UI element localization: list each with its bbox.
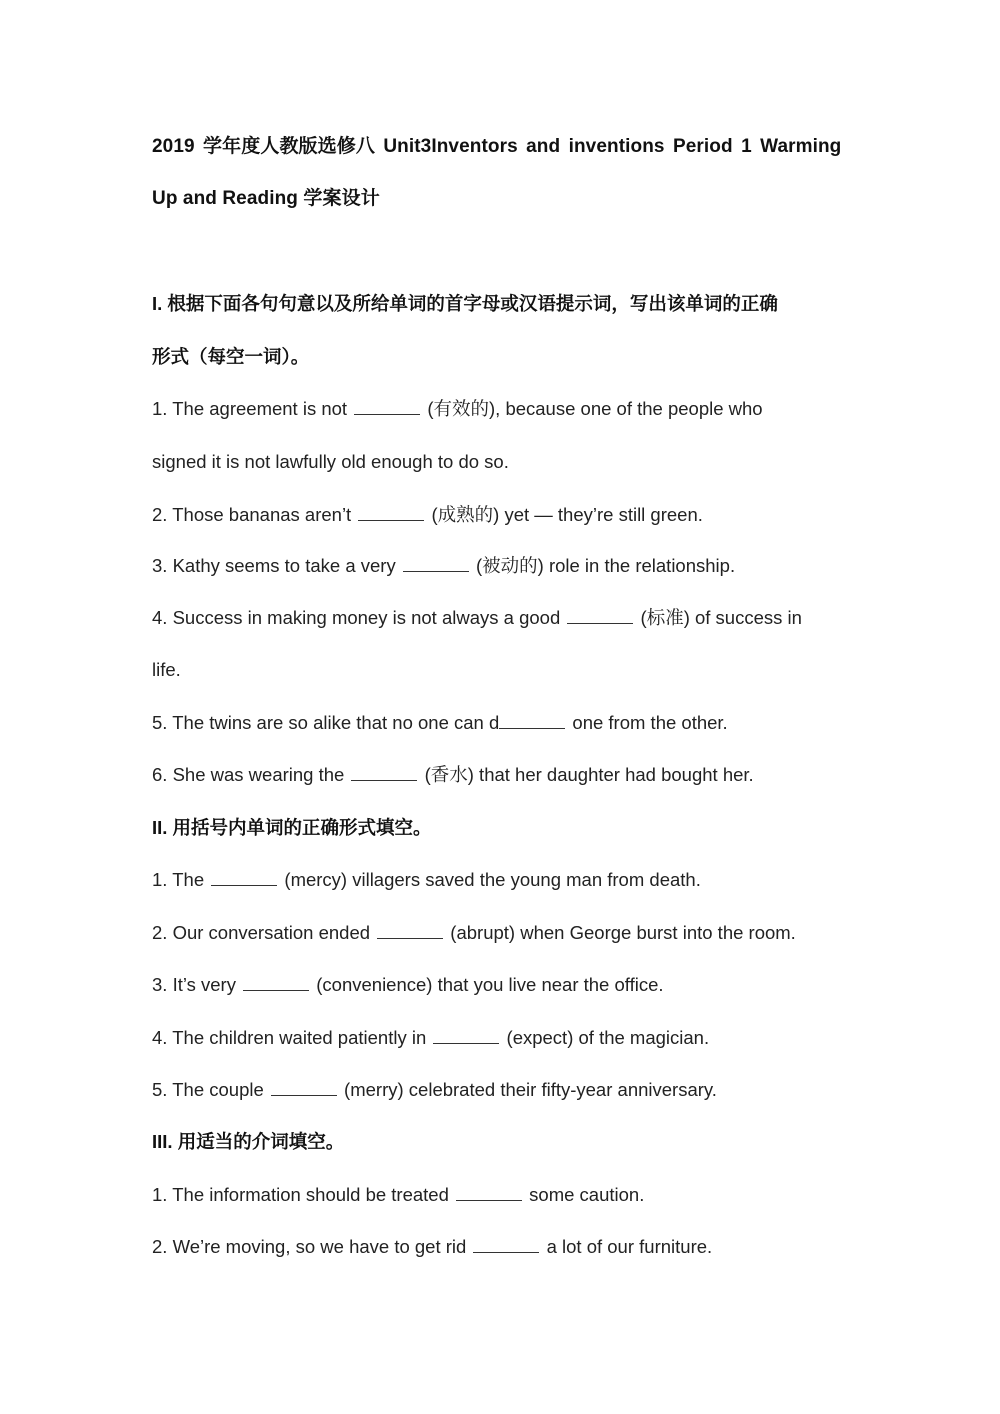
question-text: (mercy) villagers saved the young man from death. bbox=[279, 869, 701, 890]
question-text: (有效的), because one of the people who bbox=[422, 398, 763, 419]
answer-blank[interactable] bbox=[473, 1235, 539, 1253]
question-text: (香水) that her daughter had bought her. bbox=[419, 764, 754, 785]
question-text: (标准) of success in bbox=[635, 607, 802, 628]
question-text: 4. Success in making money is not always a good bbox=[152, 607, 566, 628]
question-text: 5. The twins are so alike that no one can d bbox=[152, 712, 500, 733]
question-text: 1. The bbox=[152, 869, 210, 890]
question-text: 3. Kathy seems to take a very bbox=[152, 555, 401, 576]
section-1-heading: I. 根据下面各句句意以及所给单词的首字母或汉语提示词，写出该单词的正确 bbox=[152, 293, 778, 314]
answer-blank[interactable] bbox=[403, 554, 469, 572]
question-text: 6. She was wearing the bbox=[152, 764, 350, 785]
answer-blank[interactable] bbox=[567, 606, 633, 624]
question-1-4 bbox=[152, 605, 802, 631]
answer-blank[interactable] bbox=[351, 763, 417, 781]
question-1-2 bbox=[152, 502, 703, 528]
question-text: (convenience) that you live near the office. bbox=[311, 974, 664, 995]
question-text: (成熟的) yet — they’re still green. bbox=[426, 504, 703, 525]
question-text: (expect) of the magician. bbox=[501, 1027, 710, 1048]
question-text: 2. We’re moving, so we have to get rid bbox=[152, 1236, 472, 1257]
answer-blank[interactable] bbox=[358, 503, 424, 521]
question-2-5 bbox=[152, 1077, 717, 1103]
question-text: 1. The agreement is not bbox=[152, 398, 353, 419]
question-1-4-cont: life. bbox=[152, 659, 181, 680]
document-title-line-2: Up and Reading 学案设计 bbox=[152, 188, 380, 209]
question-text: (被动的) role in the relationship. bbox=[470, 555, 736, 576]
question-text: 1. The information should be treated bbox=[152, 1184, 455, 1205]
question-1-1-cont: signed it is not lawfully old enough to do so. bbox=[152, 451, 509, 472]
section-3-heading: III. 用适当的介词填空。 bbox=[152, 1131, 345, 1152]
answer-blank[interactable] bbox=[377, 921, 443, 939]
answer-blank[interactable] bbox=[271, 1078, 337, 1096]
question-text: some caution. bbox=[524, 1184, 645, 1205]
question-1-3 bbox=[152, 553, 735, 579]
question-text: one from the other. bbox=[567, 712, 728, 733]
answer-blank[interactable] bbox=[211, 868, 277, 886]
question-text: 4. The children waited patiently in bbox=[152, 1027, 432, 1048]
question-text: a lot of our furniture. bbox=[541, 1236, 713, 1257]
section-2-heading: II. 用括号内单词的正确形式填空。 bbox=[152, 817, 432, 838]
question-2-2 bbox=[152, 920, 796, 946]
question-1-6 bbox=[152, 762, 754, 788]
question-3-1 bbox=[152, 1182, 644, 1208]
question-2-3 bbox=[152, 972, 664, 998]
question-text: 3. It’s very bbox=[152, 974, 242, 995]
question-text: (merry) celebrated their fifty-year anniversary. bbox=[338, 1079, 717, 1100]
question-2-4 bbox=[152, 1025, 709, 1051]
question-text: 2. Our conversation ended bbox=[152, 922, 376, 943]
answer-blank[interactable] bbox=[499, 711, 565, 729]
question-text: 5. The couple bbox=[152, 1079, 269, 1100]
answer-blank[interactable] bbox=[456, 1183, 522, 1201]
document-title-line-1: 2019 学年度人教版选修八 Unit3Inventors and inventions Period 1 Warming bbox=[152, 136, 842, 157]
question-2-1 bbox=[152, 867, 701, 893]
answer-blank[interactable] bbox=[433, 1026, 499, 1044]
question-3-2 bbox=[152, 1234, 712, 1260]
question-text: 2. Those bananas aren’t bbox=[152, 504, 357, 525]
question-1-5 bbox=[152, 710, 728, 736]
section-1-heading-cont: 形式（每空一词）。 bbox=[152, 346, 310, 367]
answer-blank[interactable] bbox=[354, 397, 420, 415]
answer-blank[interactable] bbox=[243, 973, 309, 991]
question-1-1 bbox=[152, 396, 763, 422]
question-text: (abrupt) when George burst into the room. bbox=[445, 922, 796, 943]
